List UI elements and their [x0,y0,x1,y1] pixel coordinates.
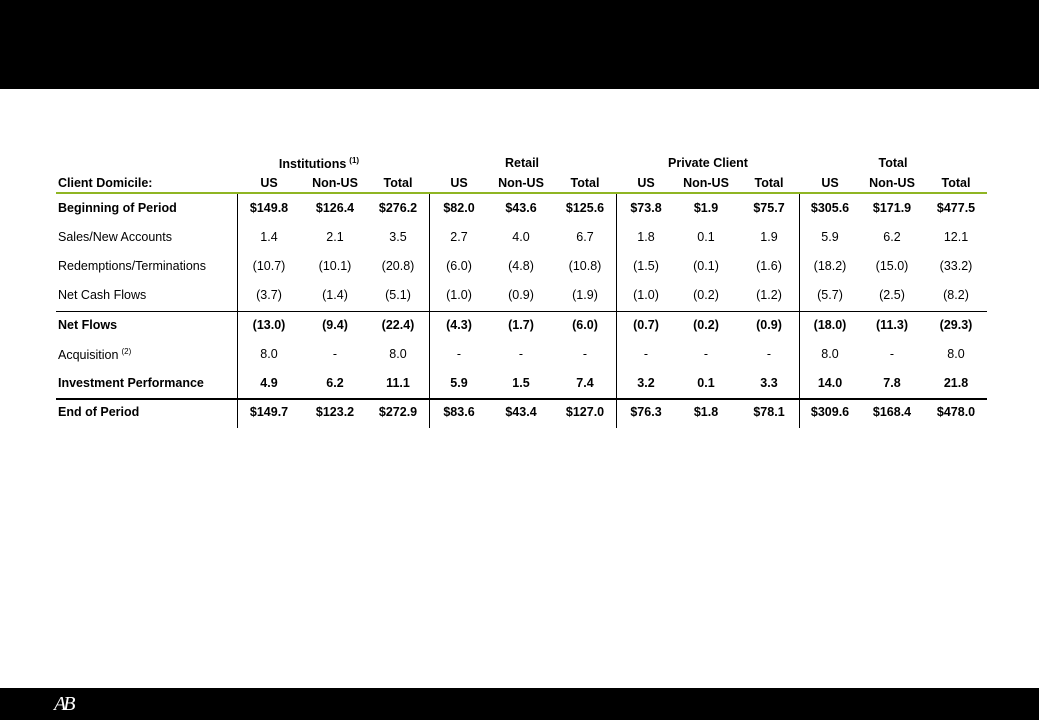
table-cell: (9.4) [322,318,348,332]
column-header: Non-US [312,176,358,190]
row-label [58,376,204,390]
table-cell: $478.0 [936,405,976,419]
column-header: Total [570,176,600,190]
table-cell: 21.8 [943,376,969,390]
column-header: Total [941,176,971,190]
table-cell: (10.7) [252,259,286,273]
table-cell: (5.1) [385,288,411,302]
column-separator [799,194,800,428]
table-cell: 1.9 [760,230,778,244]
table-cell: 4.0 [512,230,530,244]
row-label-text: Sales/New Accounts [58,230,172,244]
row-label-text: Beginning of Period [58,201,177,215]
table-cell: 11.1 [386,376,410,390]
row-label-text: End of Period [58,405,140,419]
table-cell: $123.2 [315,405,355,419]
table-cell: $305.6 [810,201,850,215]
table-cell: 5.9 [821,230,839,244]
table-cell: (20.8) [381,259,415,273]
table-cell: $477.5 [936,201,976,215]
row-label [58,288,146,302]
table-cell: 12.1 [943,230,969,244]
table-cell: $149.8 [249,201,289,215]
row-label-text: Net Cash Flows [58,288,147,302]
column-header: Total [754,176,784,190]
table-cell: $76.3 [630,405,662,419]
table-cell: $82.0 [443,201,475,215]
table-cell: (0.2) [693,288,719,302]
table-cell: $309.6 [810,405,850,419]
table-cell: $1.9 [693,201,719,215]
table-cell: (1.2) [756,288,782,302]
table-cell: (0.1) [693,259,719,273]
table-cell: (10.1) [318,259,352,273]
table-cell: $83.6 [443,405,475,419]
table-cell: $272.9 [378,405,418,419]
row-label [58,230,172,244]
table-cell: $168.4 [872,405,912,419]
header-rule [56,192,987,194]
footnote-marker: (2) [121,347,132,356]
row-label-text: Investment Performance [58,376,204,390]
group-header-label: Total [878,156,908,170]
table-cell: $276.2 [378,201,418,215]
group-header-label: Institutions [278,157,347,172]
table-cell: 6.2 [883,230,901,244]
table-cell: (2.5) [879,288,905,302]
table-cell: (1.4) [322,288,348,302]
table-cell: - [703,347,709,361]
net-flows-rule [56,311,987,312]
table-cell: (33.2) [939,259,973,273]
table-cell: (0.9) [508,288,534,302]
footer-bar [0,688,1039,720]
table-cell: (1.0) [446,288,472,302]
group-header-label: Private Client [668,156,748,170]
table-cell: - [582,347,588,361]
table-cell: (1.9) [572,288,598,302]
table-cell: 6.7 [576,230,594,244]
row-label [58,405,139,419]
table-cell: 3.2 [637,376,655,390]
table-cell: 5.9 [450,376,468,390]
table-cell: $126.4 [315,201,355,215]
column-header: Non-US [683,176,729,190]
table-cell: 3.3 [760,376,778,390]
table-cell: 8.0 [821,347,839,361]
table-cell: (18.0) [813,318,847,332]
table-cell: (29.3) [939,318,973,332]
table-cell: (1.7) [508,318,534,332]
column-header: Non-US [498,176,544,190]
table-cell: (15.0) [875,259,909,273]
table-cell: (4.8) [508,259,534,273]
table-cell: 14.0 [817,376,843,390]
row-label-text: Acquisition [58,348,119,363]
table-cell: 7.4 [576,376,594,390]
table-cell: 8.0 [947,347,965,361]
table-cell: $75.7 [753,201,785,215]
table-cell: 0.1 [697,376,715,390]
ab-logo: AB [54,693,73,715]
table-cell: $73.8 [630,201,662,215]
table-cell: - [643,347,649,361]
table-cell: (1.5) [633,259,659,273]
table-cell: 2.1 [326,230,344,244]
table-cell: 8.0 [389,347,407,361]
table-cell: (6.0) [446,259,472,273]
client-domicile-label: Client Domicile: [58,176,153,190]
row-label [58,201,177,215]
column-header: US [821,176,839,190]
table-cell: 4.9 [260,376,278,390]
column-separator [616,194,617,428]
table-cell: $43.4 [505,405,537,419]
footnote-marker: (1) [349,156,360,165]
table-cell: $43.6 [505,201,537,215]
column-separator [429,194,430,428]
table-cell: (18.2) [813,259,847,273]
table-cell: $171.9 [872,201,912,215]
table-cell: (4.3) [446,318,472,332]
table-cell: - [456,347,462,361]
table-cell: $149.7 [249,405,289,419]
group-header [879,156,908,170]
column-separator [237,194,238,428]
table-cell: $1.8 [693,405,719,419]
row-label-text: Redemptions/Terminations [58,259,206,273]
column-header: US [260,176,278,190]
table-cell: 1.5 [512,376,530,390]
table-cell: 1.4 [260,230,278,244]
table-cell: 1.8 [637,230,655,244]
table-cell: (5.7) [817,288,843,302]
table-cell: 0.1 [697,230,715,244]
group-header [668,156,748,170]
table-cell: $78.1 [753,405,785,419]
table-cell: (10.8) [568,259,602,273]
table-cell: (3.7) [256,288,282,302]
column-header: Non-US [869,176,915,190]
table-cell: (6.0) [572,318,598,332]
table-cell: - [766,347,772,361]
column-header: US [637,176,655,190]
table-cell: $125.6 [565,201,605,215]
row-label [58,318,117,332]
table-cell: 8.0 [260,347,278,361]
top-banner [0,0,1039,89]
group-header-label: Retail [504,156,540,170]
table-cell: - [889,347,895,361]
table-cell: (13.0) [252,318,286,332]
table-cell: 7.8 [883,376,901,390]
table-cell: - [518,347,524,361]
column-header: Total [383,176,413,190]
end-of-period-rule [56,398,987,400]
table-cell: $127.0 [565,405,605,419]
row-label [58,347,131,362]
group-header [279,156,359,171]
column-header: US [450,176,468,190]
group-header [505,156,539,170]
table-cell: 2.7 [450,230,468,244]
table-cell: (11.3) [876,318,908,332]
table-cell: (0.2) [693,318,719,332]
table-cell: (22.4) [381,318,415,332]
table-cell: 3.5 [389,230,407,244]
table-cell: (0.9) [756,318,782,332]
table-cell: (0.7) [633,318,659,332]
table-cell: (1.6) [756,259,782,273]
table-cell: - [332,347,338,361]
table-cell: (8.2) [943,288,969,302]
table-cell: 6.2 [326,376,344,390]
row-label-text: Net Flows [58,318,118,332]
row-label [58,259,206,273]
table-cell: (1.0) [633,288,659,302]
